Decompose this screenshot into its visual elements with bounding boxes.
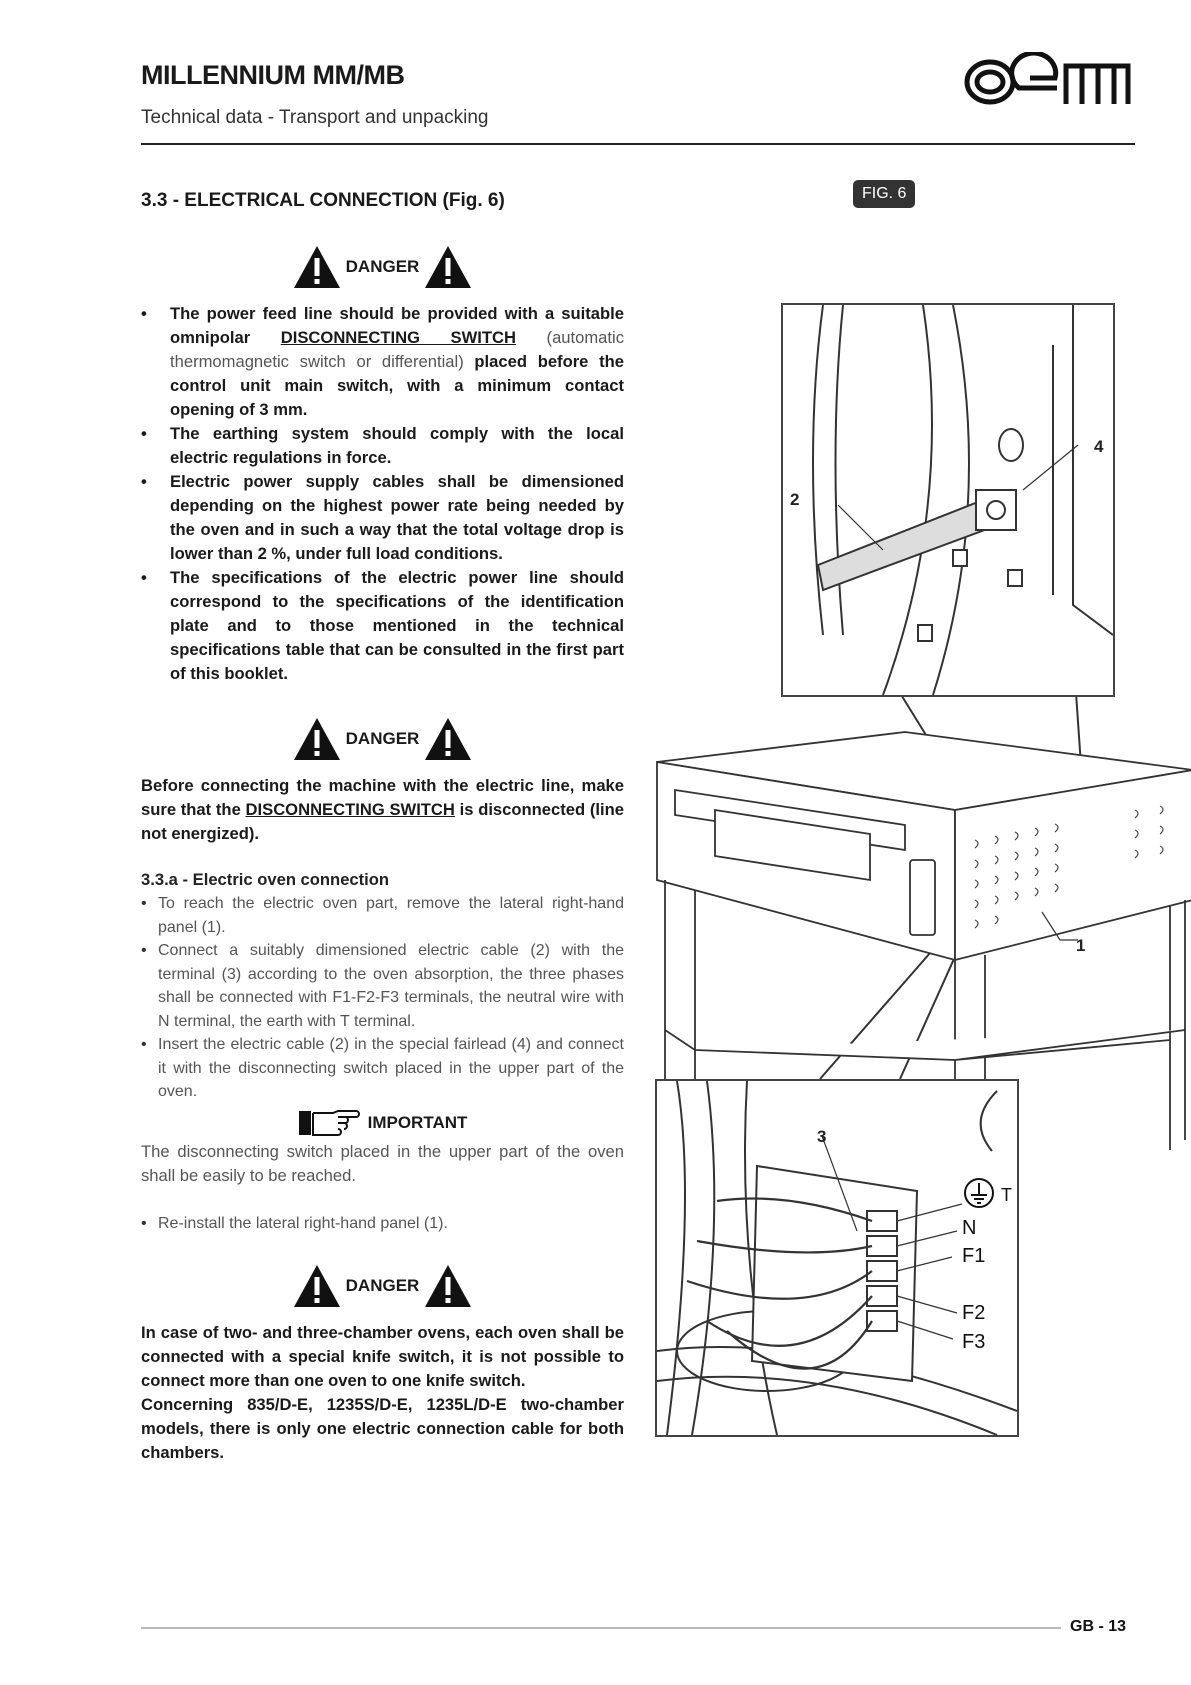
callout-1-leader: [1040, 910, 1080, 950]
document-subtitle: Technical data - Transport and unpacking: [141, 107, 489, 128]
list-item: • The specifications of the electric power line should correspond to the specifications of the identification plate and to those mentioned in the technical specifications table that can be consulted in the first part of this booklet.: [141, 566, 624, 686]
terminal-n-label: N: [962, 1217, 977, 1239]
callout-1: 1: [1076, 936, 1086, 955]
terminal-f2-label: F2: [962, 1302, 986, 1324]
terminal-f3-label: F3: [962, 1331, 986, 1353]
danger-label: DANGER: [345, 729, 420, 748]
section-title: 3.3 - ELECTRICAL CONNECTION (Fig. 6): [141, 190, 505, 211]
list-item: • To reach the electric oven part, remove the lateral right-hand panel (1).: [141, 892, 624, 939]
list-item: • The power feed line should be provided with a suitable omnipolar DISCONNECTING SWITCH (automatic thermomagnetic switch or differential) placed before the control unit main switch, with a minimum contact opening of 3 mm.: [141, 302, 624, 422]
callout-4: 4: [1094, 437, 1104, 456]
disconnecting-switch-text: DISCONNECTING SWITCH: [280, 328, 516, 347]
two-chamber-models-paragraph: Concerning 835/D-E, 1235S/D-E, 1235L/D-E two-chamber models, there is only one electric connection cable for both chambers.: [141, 1395, 624, 1462]
list-item: • Connect a suitably dimensioned electric cable (2) with the terminal (3) according to the oven absorption, the three phases shall be connected with F1-F2-F3 terminals, the neutral wire with N terminal, the earth with T terminal.: [141, 939, 624, 1033]
danger-label: DANGER: [345, 1276, 420, 1295]
fairlead-detail-drawing: [783, 305, 1113, 695]
terminal-f1-label: F1: [962, 1245, 986, 1267]
important-label: IMPORTANT: [367, 1112, 468, 1132]
danger-label: DANGER: [345, 257, 420, 276]
subsection-title: 3.3.a - Electric oven connection: [141, 870, 390, 889]
important-text: The disconnecting switch placed in the upper part of the oven shall be easily to be reached.: [141, 1141, 624, 1185]
list-item: • Re-install the lateral right-hand panel (1).: [141, 1212, 624, 1236]
multi-chamber-paragraph: In case of two- and three-chamber ovens, each oven shall be connected with a special knife switch, it is not possible to connect more than one oven to one knife switch.: [141, 1323, 624, 1390]
figure-badge: FIG. 6: [853, 180, 915, 208]
fairlead-detail-panel: [781, 303, 1115, 697]
footer-rule: [141, 1627, 1061, 1629]
list-item: • Electric power supply cables shall be dimensioned depending on the highest power rate being needed by the oven and in such a way that the total voltage drop is lower than 2 %, under full load conditions.: [141, 470, 624, 566]
before-connecting-paragraph: Before connecting the machine with the electric line, make sure that the DISCONNECTING SWITCH is disconnected (line not energized).: [141, 776, 624, 843]
list-item: • The earthing system should comply with the local electric regulations in force.: [141, 422, 624, 470]
document-title: MILLENNIUM MM/MB: [141, 60, 405, 90]
terminal-t-label: T: [1001, 1185, 1012, 1205]
list-item: • Insert the electric cable (2) in the special fairlead (4) and connect it with the disconnecting switch placed in the upper part of the oven.: [141, 1033, 624, 1104]
callout-3: 3: [817, 1127, 827, 1146]
callout-2: 2: [790, 490, 800, 509]
page-number: GB - 13: [1070, 1618, 1127, 1635]
